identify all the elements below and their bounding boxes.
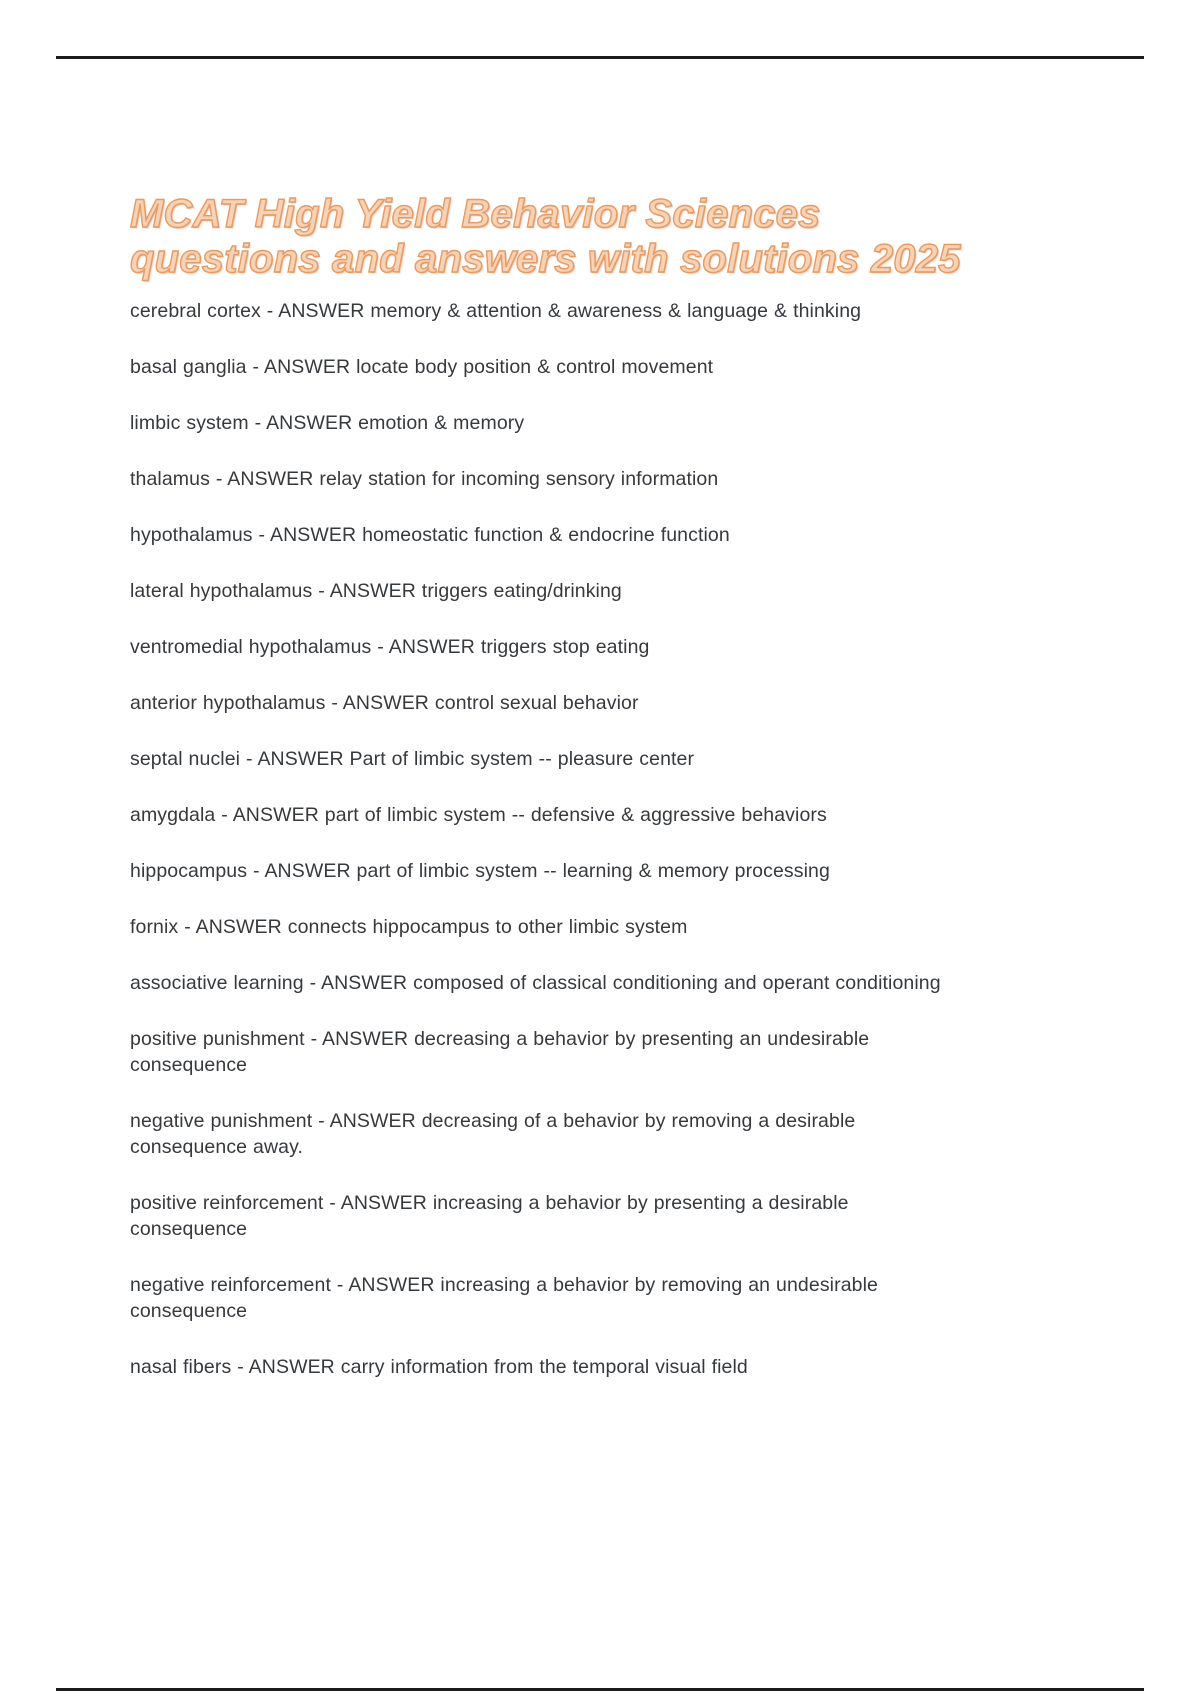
qa-item: positive punishment - ANSWER decreasing a behavior by presenting an undesirable consequence [130,1028,870,1076]
qa-item: hypothalamus - ANSWER homeostatic function & endocrine function [130,524,730,546]
document-content [130,192,970,1380]
page-title: MCAT High Yield Behavior Sciences questions and answers with solutions 2025 [130,192,961,281]
qa-item: thalamus - ANSWER relay station for incoming sensory information [130,468,719,490]
qa-item: basal ganglia - ANSWER locate body position & control movement [130,356,714,378]
qa-item: positive reinforcement - ANSWER increasing a behavior by presenting a desirable consequence [130,1192,849,1240]
qa-item: nasal fibers - ANSWER carry information from the temporal visual field [130,1356,748,1378]
qa-item: associative learning - ANSWER composed of classical conditioning and operant conditioning [130,972,941,994]
qa-item: cerebral cortex - ANSWER memory & attention & awareness & language & thinking [130,300,862,322]
qa-list [130,298,970,1380]
qa-item: negative reinforcement - ANSWER increasing a behavior by removing an undesirable consequence [130,1274,878,1322]
qa-item: negative punishment - ANSWER decreasing of a behavior by removing a desirable consequence away. [130,1110,856,1158]
page-top-rule [56,56,1144,59]
qa-item: septal nuclei - ANSWER Part of limbic system -- pleasure center [130,748,695,770]
qa-item: lateral hypothalamus - ANSWER triggers eating/drinking [130,580,622,602]
qa-item: anterior hypothalamus - ANSWER control sexual behavior [130,692,639,714]
qa-item: amygdala - ANSWER part of limbic system -- defensive & aggressive behaviors [130,804,827,826]
qa-item: hippocampus - ANSWER part of limbic system -- learning & memory processing [130,860,830,882]
qa-item: ventromedial hypothalamus - ANSWER triggers stop eating [130,636,650,658]
qa-item: limbic system - ANSWER emotion & memory [130,412,525,434]
page-bottom-rule [56,1688,1144,1691]
qa-item: fornix - ANSWER connects hippocampus to other limbic system [130,916,688,938]
